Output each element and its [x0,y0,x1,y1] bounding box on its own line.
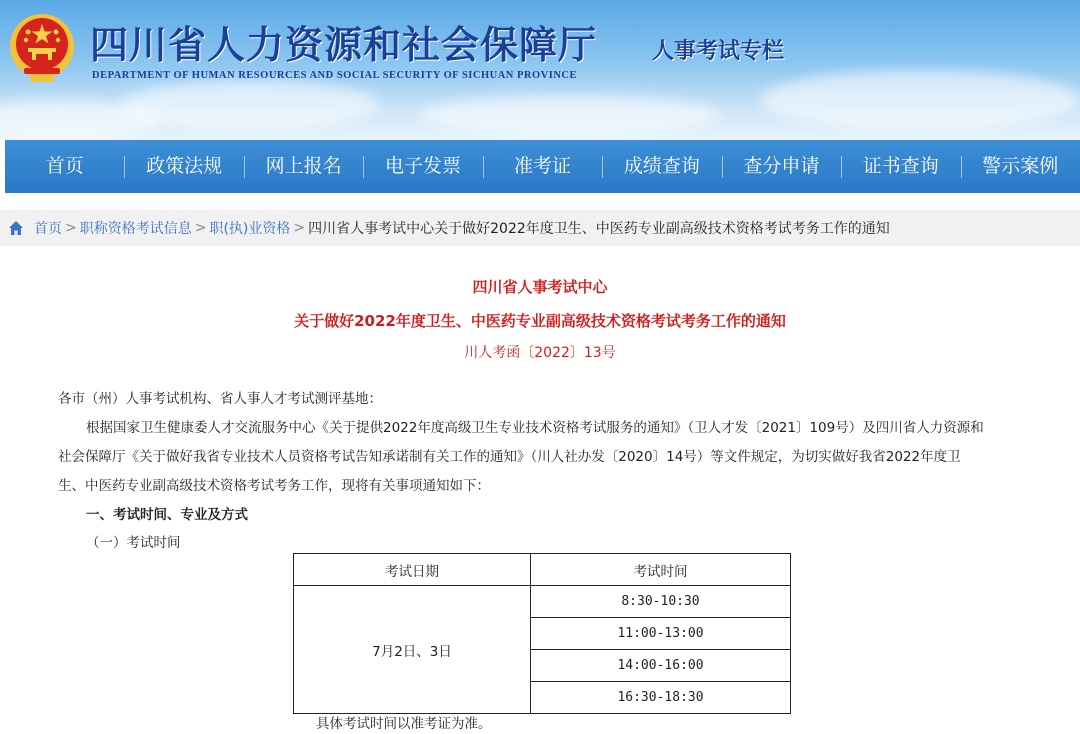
table-header-time: 考试时间 [531,554,791,586]
body-line-3: 生、中医药专业副高级技术资格考试考务工作，现将有关事项通知如下： [58,478,490,494]
body-line-1: 根据国家卫生健康委人才交流服务中心《关于提供2022年度高级卫生专业技术资格考试服务的通知》（卫人才发〔2021〕109号）及四川省人力资源和 [86,420,984,436]
site-header [0,0,1080,140]
nav-item-score-review[interactable]: 查分申请 [722,140,841,193]
home-icon [8,220,24,236]
subsection-heading: （一）考试时间 [86,535,181,551]
nav-item-policies[interactable]: 政策法规 [124,140,243,193]
breadcrumb-link-professional-qualification[interactable]: 职(执)业资格 [209,221,291,237]
nav-item-e-invoice[interactable]: 电子发票 [363,140,482,193]
nav-item-admission-ticket[interactable]: 准考证 [483,140,602,193]
exam-time-cell: 8:30-10:30 [531,586,791,618]
exam-date-cell: 7月2日、3日 [294,586,531,714]
breadcrumb [0,210,1080,246]
body-line-2: 社会保障厅《关于做好我省专业技术人员资格考试告知承诺制有关工作的通知》（川人社办发〔2020〕14号）等文件规定，为切实做好我省2022年度卫 [58,449,961,465]
breadcrumb-link-home[interactable]: 首页 [34,221,62,237]
exam-time-cell: 11:00-13:00 [531,618,791,650]
exam-time-note: 具体考试时间以准考证为准。 [316,716,492,732]
exam-time-cell: 16:30-18:30 [531,682,791,714]
nav-item-certificate-query[interactable]: 证书查询 [841,140,960,193]
main-nav [5,140,1080,193]
table-row [294,586,791,618]
salutation: 各市（州）人事考试机构、省人事人才考试测评基地： [58,391,382,407]
site-subtitle: DEPARTMENT OF HUMAN RESOURCES AND SOCIAL SECURITY OF SICHUAN PROVINCE [92,70,578,81]
nav-item-online-registration[interactable]: 网上报名 [244,140,363,193]
site-title: 四川省人力资源和社会保障厅 [90,22,598,67]
article [0,246,1080,734]
section-heading: 一、考试时间、专业及方式 [86,507,248,523]
nav-item-home[interactable]: 首页 [45,155,84,177]
document-title: 关于做好2022年度卫生、中医药专业副高级技术资格考试考务工作的通知 [294,312,786,330]
table-header-date: 考试日期 [294,554,531,586]
nav-item-score-query[interactable]: 成绩查询 [602,140,721,193]
column-title: 人事考试专栏 [652,39,785,64]
breadcrumb-separator: > [293,220,306,236]
exam-schedule-table [293,553,791,714]
national-emblem-icon [8,10,76,86]
document-title-issuer: 四川省人事考试中心 [472,278,608,296]
breadcrumb-separator: > [194,220,207,236]
breadcrumb-link-title-exams[interactable]: 职称资格考试信息 [79,221,192,237]
breadcrumb-current: 四川省人事考试中心关于做好2022年度卫生、中医药专业副高级技术资格考试考务工作的通知 [308,221,890,237]
exam-time-cell: 14:00-16:00 [531,650,791,682]
breadcrumb-separator: > [65,220,77,236]
document-number: 川人考函〔2022〕13号 [464,345,616,361]
nav-item-warning-cases[interactable]: 警示案例 [961,140,1080,193]
table-header-row [294,554,791,586]
